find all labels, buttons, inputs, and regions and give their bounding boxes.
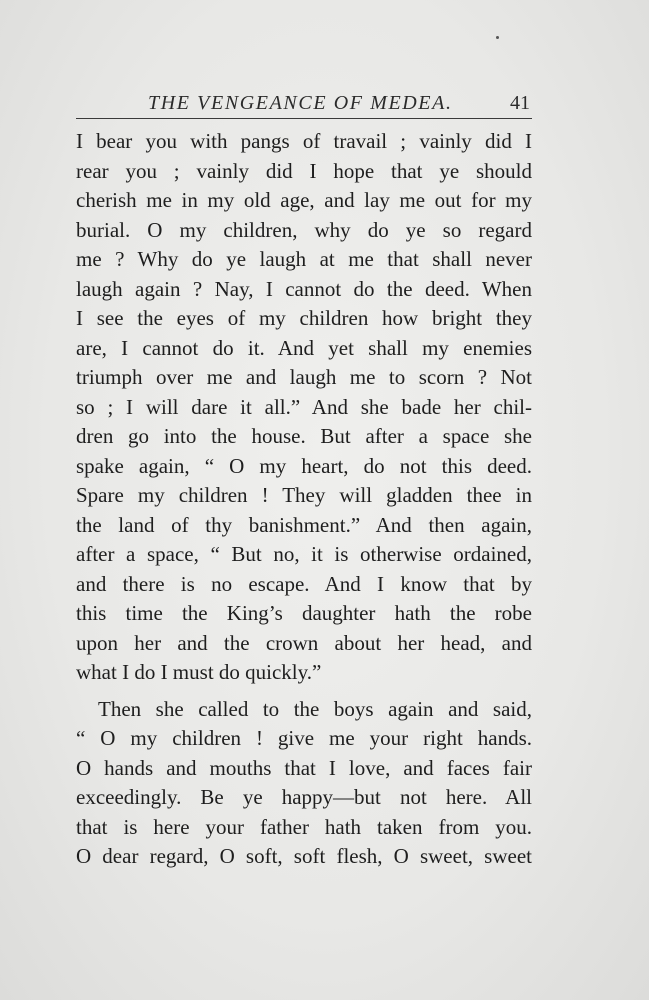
text-line: that is here your father hath taken from you. bbox=[76, 814, 532, 839]
text-line: O hands and mouths that I love, and faces fair bbox=[76, 755, 532, 780]
text-line: after a space, “ But no, it is otherwise ordained, bbox=[76, 542, 532, 566]
text-line: dren go into the house. But after a space she bbox=[76, 424, 532, 448]
header-rule bbox=[76, 118, 532, 119]
text-line: I see the eyes of my children how bright they bbox=[76, 306, 532, 330]
text-line: triumph over me and laugh me to scorn ? Not bbox=[76, 365, 532, 389]
text-line: “ O my children ! give me your right hands. bbox=[76, 726, 532, 750]
text-line: me ? Why do ye laugh at me that shall never bbox=[76, 247, 532, 271]
text-line: Spare my children ! They will gladden thee in bbox=[76, 483, 532, 507]
text-line: spake again, “ O my heart, do not this deed. bbox=[76, 453, 532, 478]
text-line: the land of thy banishment.” And then again, bbox=[76, 512, 532, 537]
text-line: upon her and the crown about her head, and bbox=[76, 630, 532, 655]
text-line: so ; I will dare it all.” And she bade her chil- bbox=[76, 394, 532, 419]
paragraph-gap bbox=[76, 688, 532, 695]
ink-speck bbox=[496, 36, 499, 39]
text-line: and there is no escape. And I know that by bbox=[76, 571, 532, 596]
text-line: I bear you with pangs of travail ; vainly did I bbox=[76, 129, 532, 153]
body-text bbox=[76, 127, 532, 872]
text-line: Then she called to the boys again and said, bbox=[98, 696, 532, 721]
text-line: burial. O my children, why do ye so regard bbox=[76, 217, 532, 242]
text-line: what I do I must do quickly.” bbox=[76, 660, 322, 684]
page-header bbox=[76, 92, 532, 118]
text-line: this time the King’s daughter hath the robe bbox=[76, 601, 532, 625]
text-line: cherish me in my old age, and lay me out for my bbox=[76, 188, 532, 212]
page-number: 41 bbox=[510, 92, 530, 114]
text-line: laugh again ? Nay, I cannot do the deed. When bbox=[76, 276, 532, 301]
text-line: O dear regard, O soft, soft flesh, O sweet, sweet bbox=[76, 844, 532, 868]
text-line: rear you ; vainly did I hope that ye should bbox=[76, 158, 532, 183]
paragraph bbox=[76, 695, 532, 872]
text-line: exceedingly. Be ye happy—but not here. All bbox=[76, 785, 532, 809]
text-line: are, I cannot do it. And yet shall my enemies bbox=[76, 335, 532, 360]
running-title: THE VENGEANCE OF MEDEA. bbox=[148, 92, 453, 114]
paragraph bbox=[76, 127, 532, 688]
